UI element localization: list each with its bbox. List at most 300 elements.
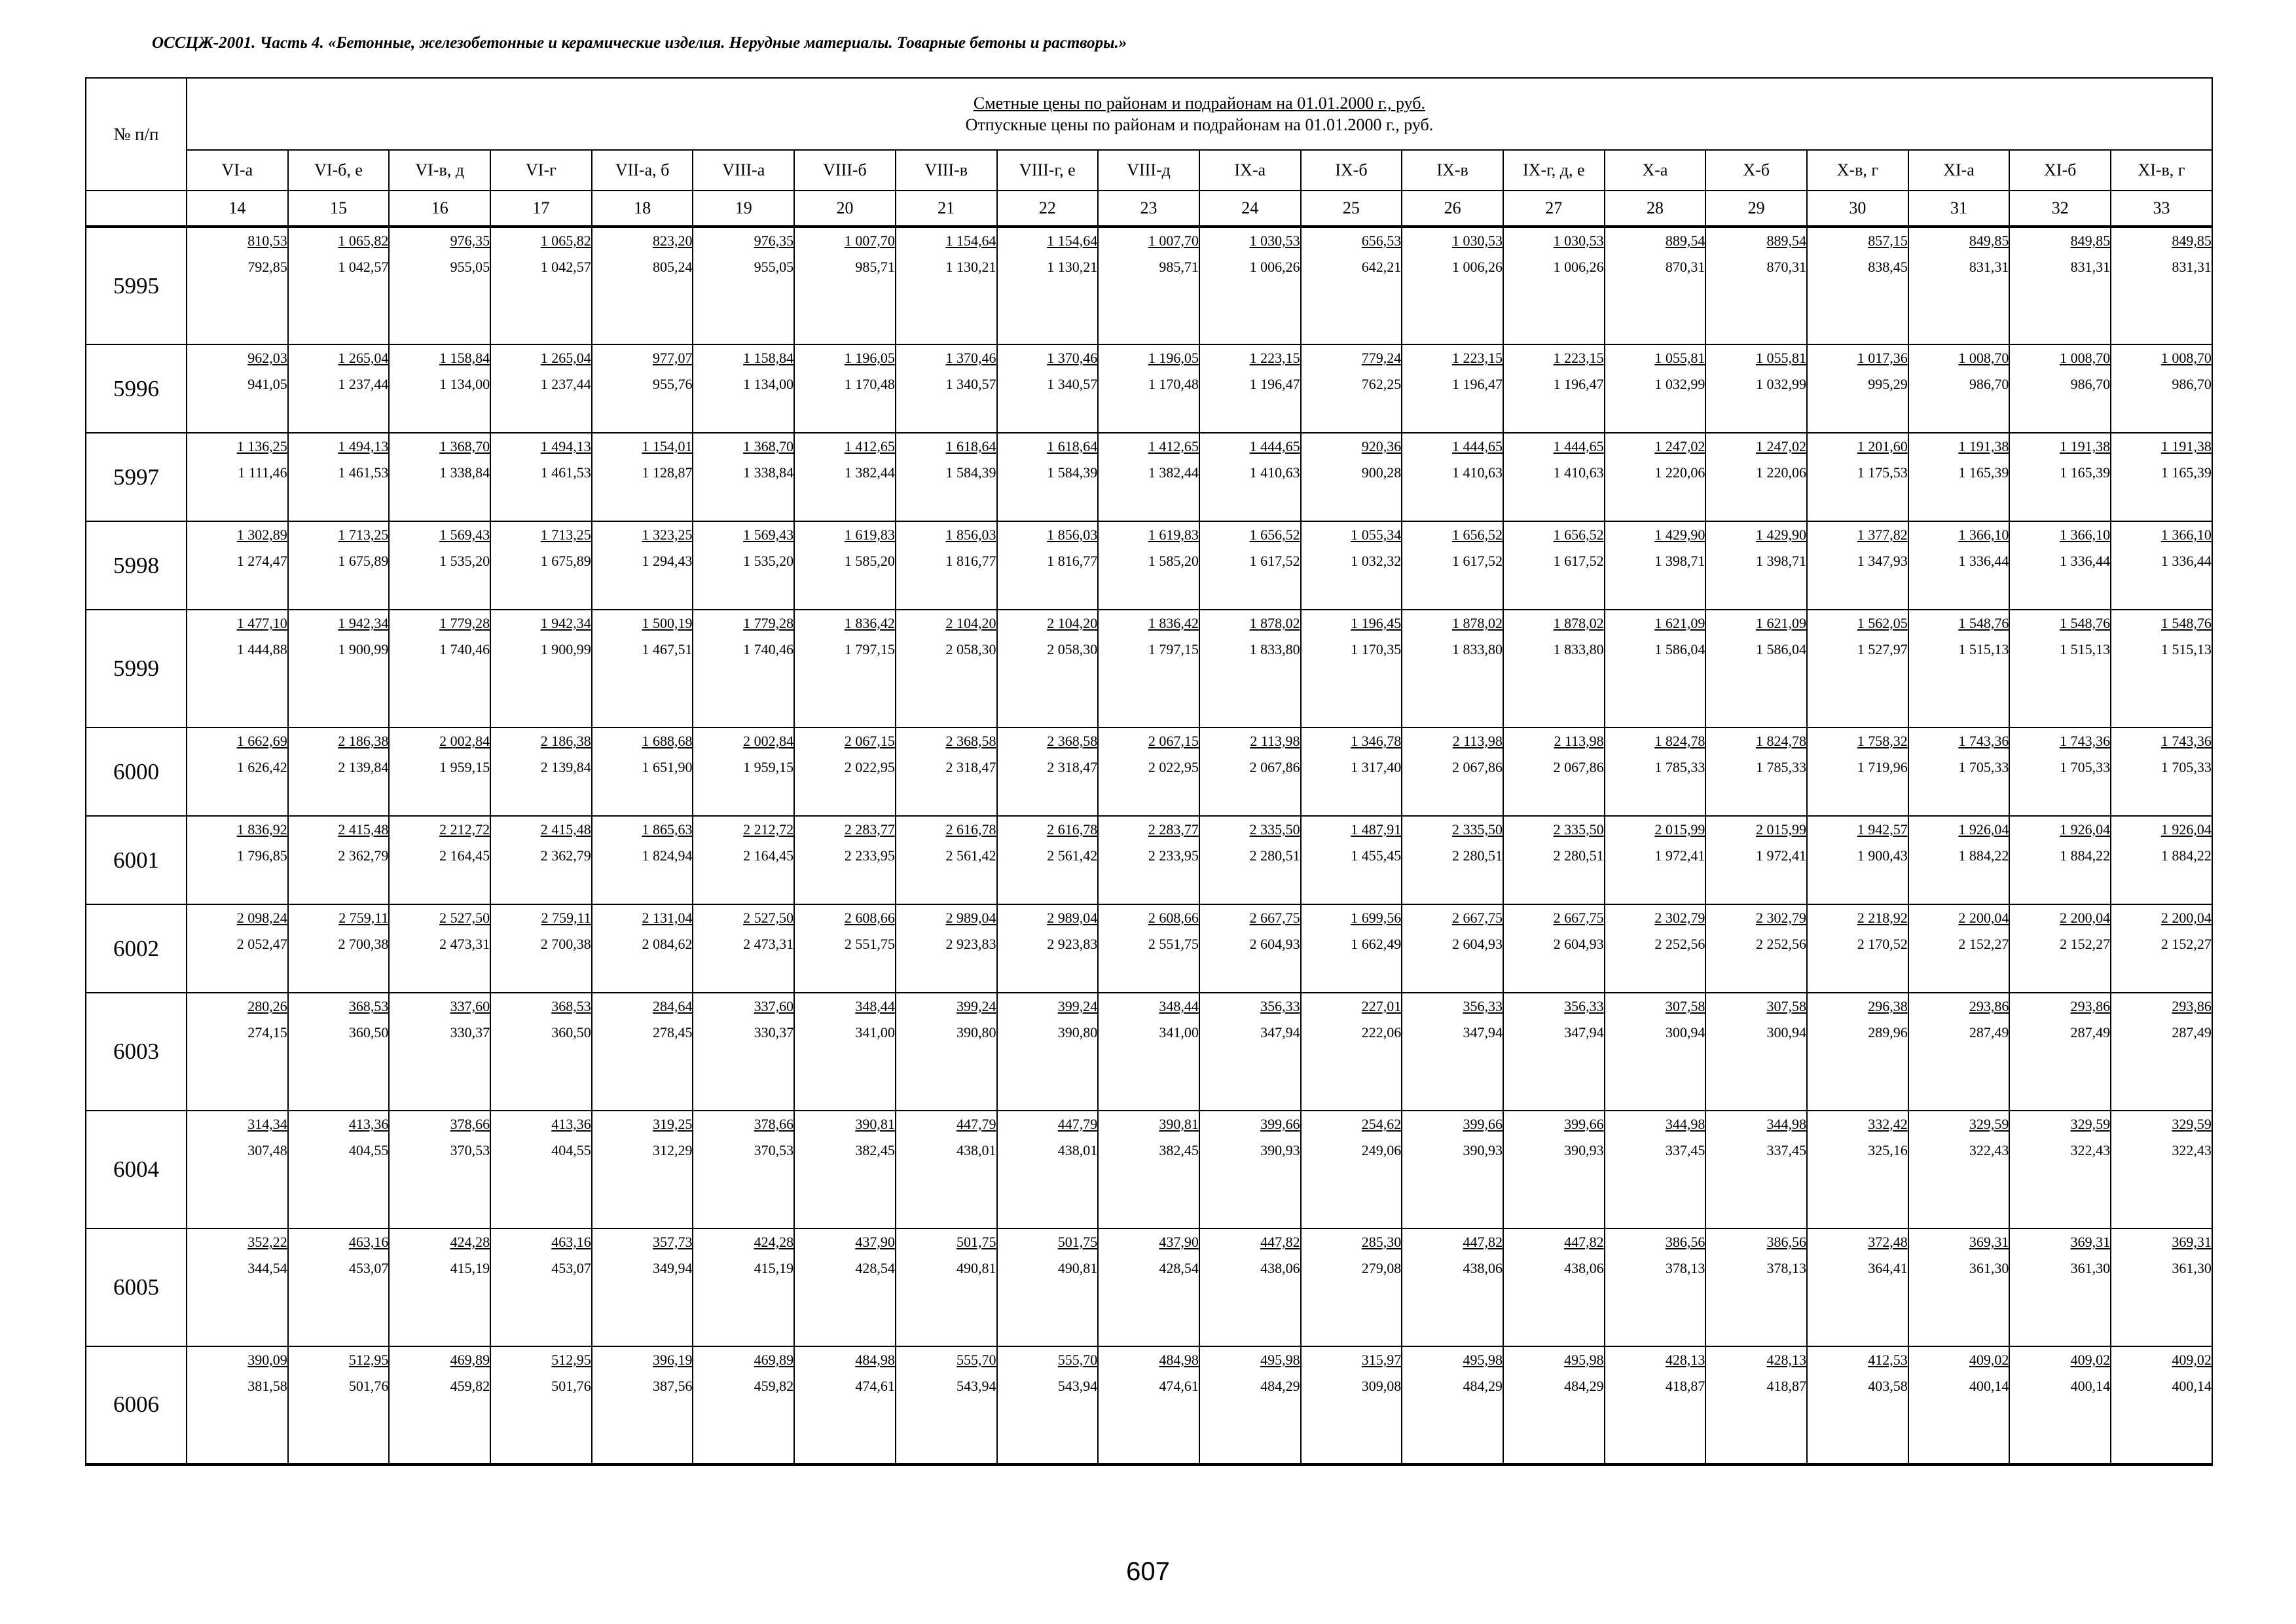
price-cell — [1908, 433, 2010, 521]
price-cell — [490, 728, 592, 816]
estimate-price: 555,70 — [957, 1352, 996, 1368]
release-price: 1 675,89 — [338, 553, 389, 569]
release-price: 1 833,80 — [1553, 641, 1604, 657]
release-price: 1 585,20 — [1148, 553, 1199, 569]
estimate-price: 1 856,03 — [1047, 526, 1098, 543]
estimate-price: 329,59 — [2172, 1116, 2212, 1132]
price-cell — [1402, 1228, 1503, 1346]
price-cell — [288, 344, 390, 433]
release-price: 484,29 — [1463, 1378, 1503, 1394]
release-price: 1 382,44 — [1148, 464, 1199, 481]
price-cell — [1098, 816, 1199, 904]
price-cell — [592, 1111, 693, 1228]
estimate-price: 280,26 — [247, 998, 287, 1014]
estimate-price: 1 055,81 — [1654, 350, 1705, 366]
region-header: IX-в — [1402, 150, 1503, 191]
release-price: 2 139,84 — [540, 759, 591, 775]
release-price: 2 551,75 — [844, 936, 895, 952]
release-price: 300,94 — [1665, 1024, 1705, 1041]
region-header: IX-б — [1301, 150, 1402, 191]
column-number: 32 — [2009, 191, 2111, 227]
estimate-price: 329,59 — [2070, 1116, 2111, 1132]
estimate-price: 656,53 — [1361, 232, 1402, 249]
price-cell — [896, 1111, 997, 1228]
estimate-price: 2 218,92 — [1857, 910, 1908, 926]
release-price: 1 617,52 — [1553, 553, 1604, 569]
estimate-price: 2 989,04 — [1047, 910, 1098, 926]
estimate-price: 1 154,64 — [1047, 232, 1098, 249]
estimate-price: 1 196,05 — [844, 350, 895, 366]
row-number: 6002 — [86, 904, 187, 993]
price-cell — [997, 227, 1099, 344]
estimate-price: 1 713,25 — [338, 526, 389, 543]
price-cell — [896, 993, 997, 1111]
estimate-price: 2 212,72 — [743, 821, 794, 838]
price-cell — [794, 993, 896, 1111]
price-cell — [1807, 227, 1908, 344]
release-price: 404,55 — [551, 1142, 591, 1158]
column-number: 14 — [187, 191, 288, 227]
estimate-price: 962,03 — [247, 350, 287, 366]
price-cell — [997, 433, 1099, 521]
price-cell — [490, 993, 592, 1111]
price-cell — [1705, 1111, 1807, 1228]
price-cell — [490, 1346, 592, 1464]
release-price: 831,31 — [2070, 259, 2111, 275]
region-header: X-б — [1705, 150, 1807, 191]
region-header: XI-в, г — [2111, 150, 2212, 191]
estimate-price: 2 113,98 — [1452, 733, 1503, 749]
release-price: 459,82 — [754, 1378, 794, 1394]
estimate-price: 1 926,04 — [2060, 821, 2111, 838]
release-price: 347,94 — [1260, 1024, 1300, 1041]
price-cell — [1705, 227, 1807, 344]
price-cell — [2111, 344, 2212, 433]
price-cell — [1705, 344, 1807, 433]
price-cell — [1301, 904, 1402, 993]
estimate-price: 495,98 — [1564, 1352, 1604, 1368]
estimate-price: 2 015,99 — [1756, 821, 1806, 838]
release-price: 341,00 — [855, 1024, 895, 1041]
price-cell — [896, 728, 997, 816]
price-cell — [288, 1346, 390, 1464]
estimate-price: 1 136,25 — [236, 438, 287, 454]
price-cell — [997, 1228, 1099, 1346]
price-cell — [2111, 993, 2212, 1111]
price-cell — [389, 610, 490, 728]
estimate-price: 1 429,90 — [1654, 526, 1705, 543]
release-price: 361,30 — [2172, 1260, 2212, 1276]
price-table — [85, 77, 2213, 1466]
price-cell — [592, 1346, 693, 1464]
release-price: 1 797,15 — [844, 641, 895, 657]
estimate-price: 254,62 — [1361, 1116, 1402, 1132]
estimate-price: 2 067,15 — [844, 733, 895, 749]
price-cell — [1605, 1228, 1706, 1346]
release-price: 1 170,48 — [1148, 376, 1199, 392]
price-cell — [693, 610, 794, 728]
estimate-price: 285,30 — [1361, 1234, 1402, 1250]
estimate-price: 1 688,68 — [642, 733, 693, 749]
estimate-price: 779,24 — [1361, 350, 1402, 366]
estimate-price: 976,35 — [450, 232, 490, 249]
release-price: 2 561,42 — [1047, 847, 1098, 864]
estimate-price: 1 548,76 — [2160, 615, 2212, 631]
price-cell — [693, 1228, 794, 1346]
release-price: 1 398,71 — [1654, 553, 1705, 569]
estimate-price: 1 223,15 — [1249, 350, 1300, 366]
estimate-price: 1 656,52 — [1553, 526, 1604, 543]
estimate-price: 1 758,32 — [1857, 733, 1908, 749]
price-cell — [1807, 433, 1908, 521]
price-cell — [1908, 227, 2010, 344]
page-number: 607 — [1126, 1557, 1170, 1586]
column-number: 28 — [1605, 191, 1706, 227]
estimate-price: 1 656,52 — [1249, 526, 1300, 543]
estimate-price: 1 265,04 — [540, 350, 591, 366]
row-number: 6000 — [86, 728, 187, 816]
price-cell — [288, 1111, 390, 1228]
region-header: VI-г — [490, 150, 592, 191]
column-number: 26 — [1402, 191, 1503, 227]
estimate-price: 463,16 — [551, 1234, 591, 1250]
price-cell — [187, 433, 288, 521]
price-cell — [1807, 1346, 1908, 1464]
estimate-price: 1 494,13 — [338, 438, 389, 454]
release-price: 309,08 — [1361, 1378, 1402, 1394]
estimate-price: 2 415,48 — [338, 821, 389, 838]
price-cell — [288, 816, 390, 904]
estimate-price: 1 196,45 — [1351, 615, 1402, 631]
estimate-price: 2 002,84 — [439, 733, 490, 749]
release-price: 2 362,79 — [338, 847, 389, 864]
price-cell — [1503, 227, 1605, 344]
estimate-price: 2 989,04 — [945, 910, 996, 926]
release-price: 986,70 — [1969, 376, 2009, 392]
estimate-price: 1 366,10 — [1958, 526, 2009, 543]
price-cell — [2111, 1111, 2212, 1228]
estimate-price: 1 191,38 — [2060, 438, 2111, 454]
price-cell — [2009, 904, 2111, 993]
release-price: 2 233,95 — [844, 847, 895, 864]
estimate-price: 2 302,79 — [1654, 910, 1705, 926]
estimate-price: 1 621,09 — [1756, 615, 1806, 631]
estimate-price: 2 616,78 — [1047, 821, 1098, 838]
estimate-price: 1 942,34 — [338, 615, 389, 631]
release-price: 1 527,97 — [1857, 641, 1908, 657]
price-cell — [1199, 993, 1301, 1111]
price-cell — [592, 610, 693, 728]
release-price: 337,45 — [1766, 1142, 1806, 1158]
release-price: 1 165,39 — [2060, 464, 2111, 481]
price-cell — [896, 904, 997, 993]
release-price: 1 111,46 — [238, 464, 287, 481]
estimate-price: 1 779,28 — [743, 615, 794, 631]
release-price: 831,31 — [1969, 259, 2009, 275]
price-cell — [1098, 227, 1199, 344]
region-header: VII-а, б — [592, 150, 693, 191]
release-price: 1 515,13 — [2060, 641, 2111, 657]
price-cell — [997, 728, 1099, 816]
table-row — [86, 1228, 2212, 1346]
release-price: 1 824,94 — [642, 847, 693, 864]
price-cell — [1605, 433, 1706, 521]
estimate-price: 2 212,72 — [439, 821, 490, 838]
estimate-price: 1 302,89 — [236, 526, 287, 543]
estimate-price: 399,24 — [1057, 998, 1098, 1014]
release-price: 1 336,44 — [2160, 553, 2212, 569]
estimate-price: 1 370,46 — [1047, 350, 1098, 366]
price-cell — [1605, 610, 1706, 728]
estimate-price: 1 223,15 — [1451, 350, 1503, 366]
release-price: 838,45 — [1868, 259, 1908, 275]
price-cell — [592, 993, 693, 1111]
release-price: 1 336,44 — [2060, 553, 2111, 569]
release-price: 1 196,47 — [1249, 376, 1300, 392]
region-header: VIII-а — [693, 150, 794, 191]
price-cell — [1705, 1228, 1807, 1346]
estimate-price: 857,15 — [1868, 232, 1908, 249]
price-cell — [794, 904, 896, 993]
release-price: 1 959,15 — [743, 759, 794, 775]
table-row — [86, 816, 2212, 904]
estimate-price: 889,54 — [1665, 232, 1705, 249]
price-cell — [2111, 904, 2212, 993]
price-cell — [1199, 1228, 1301, 1346]
estimate-price: 1 368,70 — [439, 438, 490, 454]
row-number: 6006 — [86, 1346, 187, 1464]
estimate-price: 1 836,42 — [1148, 615, 1199, 631]
estimate-price: 501,75 — [1057, 1234, 1098, 1250]
region-header: VIII-д — [1098, 150, 1199, 191]
row-number: 5995 — [86, 227, 187, 344]
release-price: 1 461,53 — [338, 464, 389, 481]
price-cell — [490, 433, 592, 521]
release-price: 986,70 — [2172, 376, 2212, 392]
region-header: XI-б — [2009, 150, 2111, 191]
price-cell — [389, 728, 490, 816]
price-cell — [2111, 1346, 2212, 1464]
estimate-price: 2 335,50 — [1451, 821, 1503, 838]
release-price: 438,06 — [1564, 1260, 1604, 1276]
price-cell — [1503, 1228, 1605, 1346]
estimate-price: 1 191,38 — [2160, 438, 2212, 454]
estimate-price: 1 370,46 — [945, 350, 996, 366]
release-price: 2 280,51 — [1553, 847, 1604, 864]
release-price: 2 700,38 — [338, 936, 389, 952]
estimate-price: 1 477,10 — [236, 615, 287, 631]
release-price: 361,30 — [1969, 1260, 2009, 1276]
release-price: 484,29 — [1260, 1378, 1300, 1394]
estimate-price: 369,31 — [1969, 1234, 2009, 1250]
title-line-otpusk: Отпускные цены по районам и подрайонам на 01.01.2000 г., руб. — [965, 115, 1434, 134]
price-cell — [1098, 610, 1199, 728]
row-number: 6003 — [86, 993, 187, 1111]
estimate-price: 849,85 — [2070, 232, 2111, 249]
estimate-price: 399,24 — [957, 998, 996, 1014]
price-cell — [794, 728, 896, 816]
estimate-price: 2 200,04 — [2160, 910, 2212, 926]
estimate-price: 810,53 — [247, 232, 287, 249]
price-cell — [1098, 904, 1199, 993]
release-price: 364,41 — [1868, 1260, 1908, 1276]
release-price: 418,87 — [1665, 1378, 1705, 1394]
release-price: 1 032,99 — [1756, 376, 1806, 392]
release-price: 1 042,57 — [540, 259, 591, 275]
release-price: 870,31 — [1766, 259, 1806, 275]
estimate-price: 378,66 — [450, 1116, 490, 1132]
release-price: 1 398,71 — [1756, 553, 1806, 569]
release-price: 490,81 — [1057, 1260, 1098, 1276]
estimate-price: 1 836,92 — [236, 821, 287, 838]
row-number-header-blank — [86, 191, 187, 227]
release-price: 792,85 — [247, 259, 287, 275]
price-cell — [1705, 816, 1807, 904]
column-number: 21 — [896, 191, 997, 227]
release-price: 1 175,53 — [1857, 464, 1908, 481]
row-number: 5998 — [86, 521, 187, 610]
price-cell — [1605, 1111, 1706, 1228]
release-price: 415,19 — [754, 1260, 794, 1276]
estimate-price: 293,86 — [2172, 998, 2212, 1014]
estimate-price: 2 335,50 — [1249, 821, 1300, 838]
price-cell — [187, 1228, 288, 1346]
estimate-price: 1 878,02 — [1553, 615, 1604, 631]
estimate-price: 337,60 — [450, 998, 490, 1014]
release-price: 382,45 — [1159, 1142, 1199, 1158]
estimate-price: 920,36 — [1361, 438, 1402, 454]
table-row — [86, 993, 2212, 1111]
estimate-price: 2 667,75 — [1249, 910, 1300, 926]
price-cell — [2111, 610, 2212, 728]
estimate-price: 1 223,15 — [1553, 350, 1604, 366]
price-cell — [389, 521, 490, 610]
row-number: 5999 — [86, 610, 187, 728]
estimate-price: 315,97 — [1361, 1352, 1402, 1368]
estimate-price: 889,54 — [1766, 232, 1806, 249]
price-cell — [2009, 1111, 2111, 1228]
estimate-price: 2 002,84 — [743, 733, 794, 749]
column-number: 25 — [1301, 191, 1402, 227]
price-cell — [1402, 904, 1503, 993]
estimate-price: 368,53 — [551, 998, 591, 1014]
release-price: 2 362,79 — [540, 847, 591, 864]
release-price: 341,00 — [1159, 1024, 1199, 1041]
price-cell — [490, 227, 592, 344]
estimate-price: 1 196,05 — [1148, 350, 1199, 366]
column-number: 15 — [288, 191, 390, 227]
release-price: 2 139,84 — [338, 759, 389, 775]
column-number: 23 — [1098, 191, 1199, 227]
estimate-price: 344,98 — [1766, 1116, 1806, 1132]
price-cell — [693, 993, 794, 1111]
estimate-price: 352,22 — [247, 1234, 287, 1250]
release-price: 438,01 — [957, 1142, 996, 1158]
price-cell — [1605, 344, 1706, 433]
estimate-price: 484,98 — [1159, 1352, 1199, 1368]
release-price: 1 317,40 — [1351, 759, 1402, 775]
estimate-price: 1 619,83 — [844, 526, 895, 543]
release-price: 1 959,15 — [439, 759, 490, 775]
estimate-price: 447,82 — [1564, 1234, 1604, 1250]
price-cell — [693, 227, 794, 344]
estimate-price: 1 713,25 — [540, 526, 591, 543]
estimate-price: 372,48 — [1868, 1234, 1908, 1250]
estimate-price: 976,35 — [754, 232, 794, 249]
release-price: 474,61 — [1159, 1378, 1199, 1394]
estimate-price: 369,31 — [2172, 1234, 2212, 1250]
estimate-price: 2 608,66 — [1148, 910, 1199, 926]
release-price: 2 473,31 — [439, 936, 490, 952]
price-cell — [592, 344, 693, 433]
release-price: 453,07 — [348, 1260, 389, 1276]
price-cell — [1705, 993, 1807, 1111]
estimate-price: 1 618,64 — [1047, 438, 1098, 454]
estimate-price: 2 759,11 — [338, 910, 389, 926]
estimate-price: 348,44 — [1159, 998, 1199, 1014]
estimate-price: 337,60 — [754, 998, 794, 1014]
estimate-price: 447,79 — [1057, 1116, 1098, 1132]
release-price: 1 134,00 — [743, 376, 794, 392]
release-price: 985,71 — [855, 259, 895, 275]
price-cell — [389, 344, 490, 433]
release-price: 1 617,52 — [1451, 553, 1503, 569]
row-number: 5997 — [86, 433, 187, 521]
price-cell — [1705, 904, 1807, 993]
release-price: 453,07 — [551, 1260, 591, 1276]
estimate-price: 469,89 — [450, 1352, 490, 1368]
price-cell — [1807, 993, 1908, 1111]
release-price: 1 165,39 — [1958, 464, 2009, 481]
release-price: 428,54 — [1159, 1260, 1199, 1276]
estimate-price: 2 415,48 — [540, 821, 591, 838]
price-cell — [693, 816, 794, 904]
estimate-price: 2 368,58 — [1047, 733, 1098, 749]
estimate-price: 1 008,70 — [2160, 350, 2212, 366]
price-cell — [997, 993, 1099, 1111]
price-cell — [2009, 521, 2111, 610]
estimate-price: 2 527,50 — [743, 910, 794, 926]
estimate-price: 2 015,99 — [1654, 821, 1705, 838]
price-cell — [896, 610, 997, 728]
release-price: 1 705,33 — [2160, 759, 2212, 775]
price-cell — [288, 728, 390, 816]
table-row — [86, 344, 2212, 433]
price-cell — [693, 1111, 794, 1228]
estimate-price: 1 743,36 — [2060, 733, 2111, 749]
release-price: 347,94 — [1564, 1024, 1604, 1041]
release-price: 2 561,42 — [945, 847, 996, 864]
price-cell — [2009, 1228, 2111, 1346]
estimate-price: 849,85 — [1969, 232, 2009, 249]
estimate-price: 307,58 — [1665, 998, 1705, 1014]
release-price: 1 196,47 — [1451, 376, 1503, 392]
release-price: 1 274,47 — [236, 553, 287, 569]
estimate-price: 977,07 — [652, 350, 693, 366]
price-cell — [2009, 816, 2111, 904]
price-cell — [2009, 433, 2111, 521]
price-cell — [1705, 728, 1807, 816]
price-cell — [1098, 1346, 1199, 1464]
release-price: 2 164,45 — [743, 847, 794, 864]
price-cell — [794, 433, 896, 521]
estimate-price: 1 412,65 — [1148, 438, 1199, 454]
price-cell — [389, 433, 490, 521]
estimate-price: 1 621,09 — [1654, 615, 1705, 631]
estimate-price: 1 878,02 — [1451, 615, 1503, 631]
release-price: 2 058,30 — [1047, 641, 1098, 657]
release-price: 344,54 — [247, 1260, 287, 1276]
